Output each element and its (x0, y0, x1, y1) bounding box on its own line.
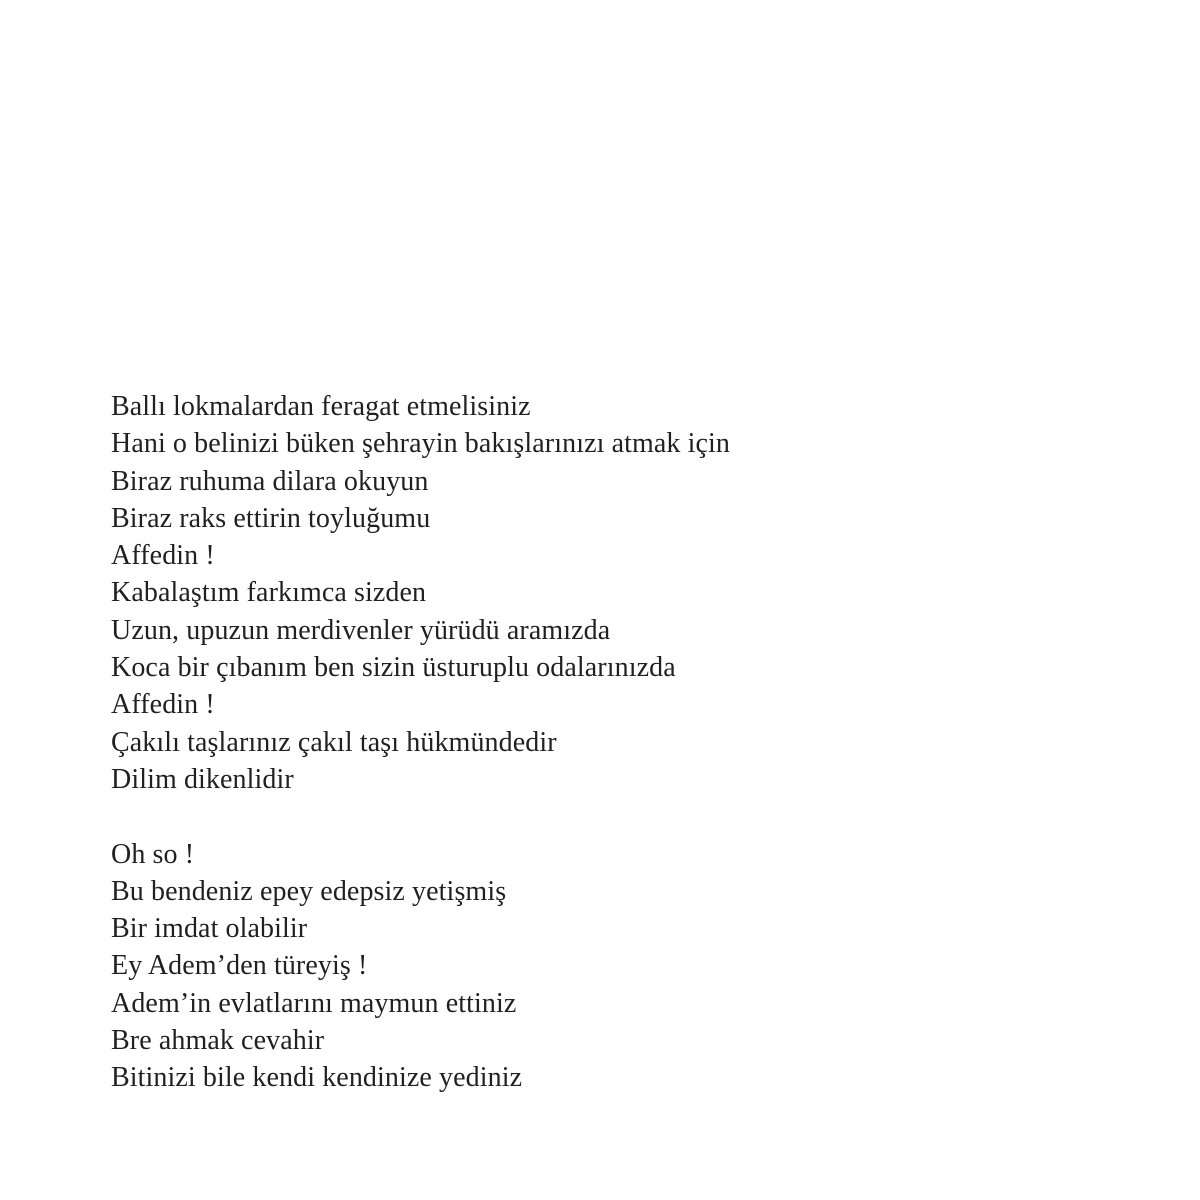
poem-line: Bre ahmak cevahir (111, 1025, 325, 1057)
poem-line: Kabalaştım farkımca sizden (111, 577, 427, 609)
poem-line: Koca bir çıbanım ben sizin üsturuplu odalarınızda (111, 652, 676, 684)
poem-line: Bitinizi bile kendi kendinize yediniz (111, 1062, 523, 1094)
poem-line: Bu bendeniz epey edepsiz yetişmiş (111, 875, 507, 907)
poem-line: Biraz raks ettirin toyluğumu (111, 502, 431, 534)
poem-line: Ey Adem’den türeyiş ! (111, 950, 368, 982)
poem-line: Oh so ! (111, 838, 195, 870)
stanza-2 (111, 836, 1111, 1097)
poem-line: Uzun, upuzun merdivenler yürüdü aramızda (111, 614, 611, 646)
poem-line: Hani o belinizi büken şehrayin bakışlarınızı atmak için (111, 428, 730, 460)
poem-line: Affedin ! (111, 540, 215, 572)
poem-line: Dilim dikenlidir (111, 763, 294, 795)
stanza-1 (111, 388, 1111, 798)
poem-line: Bir imdat olabilir (111, 913, 308, 945)
poem-line: Affedin ! (111, 689, 215, 721)
poem-line: Çakılı taşlarınız çakıl taşı hükmündedir (111, 726, 557, 758)
poem-line: Adem’in evlatlarını maymun ettiniz (111, 987, 517, 1019)
poem-line: Biraz ruhuma dilara okuyun (111, 465, 429, 497)
poem-text (111, 388, 1111, 1097)
poem-line: Ballı lokmalardan feragat etmelisiniz (111, 391, 531, 422)
